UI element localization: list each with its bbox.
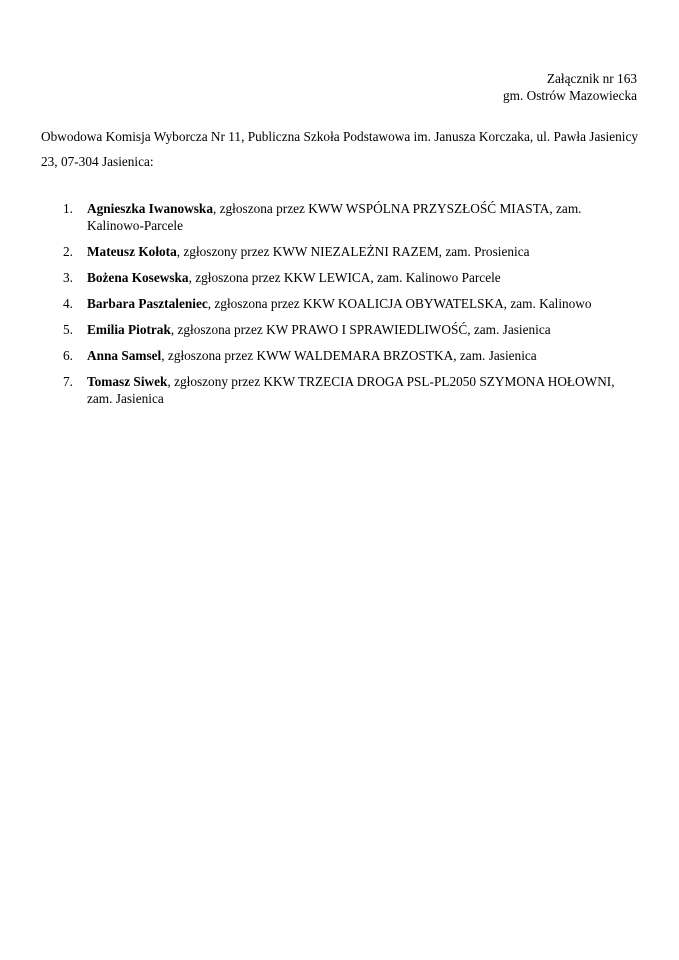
item-number: 7. (63, 374, 73, 389)
list-item (63, 269, 623, 286)
member-details: , zgłoszona przez KKW KOALICJA OBYWATELSKA, zam. Kalinowo (207, 296, 592, 311)
item-number: 1. (63, 201, 73, 216)
member-name: Barbara Pasztaleniec (87, 296, 208, 311)
list-item (63, 243, 623, 260)
commission-description: Obwodowa Komisja Wyborcza Nr 11, Publiczna Szkoła Podstawowa im. Janusza Korczaka, ul. Pawła Jasienicy 23, 07-304 Jasienica: (41, 129, 639, 169)
member-details: , zgłoszona przez KWW WALDEMARA BRZOSTKA, zam. Jasienica (161, 348, 537, 363)
list-item (63, 321, 623, 338)
member-details: , zgłoszona przez KWW WSPÓLNA PRZYSZŁOŚĆ MIASTA, zam. Kalinowo-Parcele (87, 201, 582, 233)
attachment-header (503, 70, 637, 104)
item-number: 2. (63, 244, 73, 259)
list-item (63, 347, 623, 364)
member-details: , zgłoszona przez KKW LEWICA, zam. Kalinowo Parcele (188, 270, 501, 285)
member-name: Emilia Piotrak (87, 322, 171, 337)
member-list (63, 200, 623, 416)
attachment-number: Załącznik nr 163 (546, 71, 637, 86)
member-details: , zgłoszony przez KKW TRZECIA DROGA PSL-PL2050 SZYMONA HOŁOWNI, zam. Jasienica (87, 374, 615, 406)
member-name: Mateusz Kołota (87, 244, 177, 259)
item-number: 6. (63, 348, 73, 363)
item-number: 5. (63, 322, 73, 337)
list-item (63, 295, 623, 312)
item-number: 4. (63, 296, 73, 311)
member-details: , zgłoszona przez KW PRAWO I SPRAWIEDLIWOŚĆ, zam. Jasienica (170, 322, 551, 337)
list-item (63, 200, 623, 234)
item-number: 3. (63, 270, 73, 285)
member-name: Agnieszka Iwanowska (87, 201, 213, 216)
member-name: Tomasz Siwek (87, 374, 168, 389)
member-details: , zgłoszony przez KWW NIEZALEŻNI RAZEM, zam. Prosienica (176, 244, 530, 259)
member-name: Anna Samsel (87, 348, 162, 363)
member-name: Bożena Kosewska (87, 270, 189, 285)
list-item (63, 373, 623, 407)
municipality-name: gm. Ostrów Mazowiecka (502, 88, 637, 103)
